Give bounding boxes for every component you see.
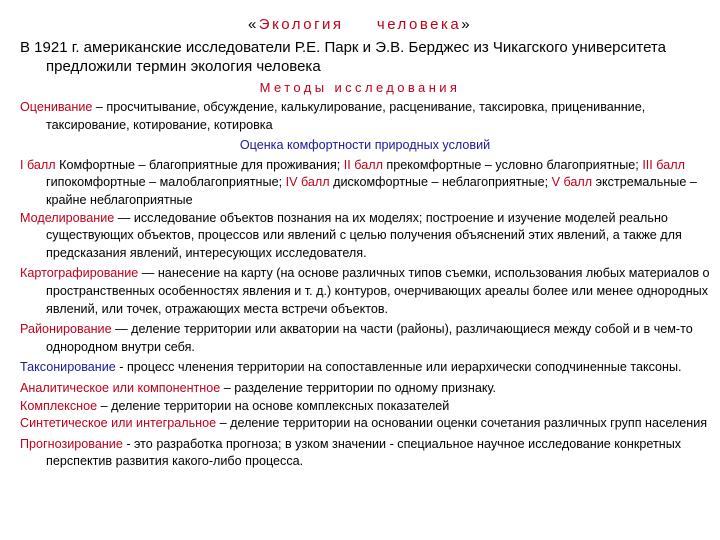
complex-term: Комплексное — [20, 398, 98, 413]
title-word-human: человека — [376, 16, 462, 33]
taxonomy-paragraph — [20, 359, 710, 377]
taxonomy-text: - процесс членения территории на сопоставленные или иерархически соподчиненные таксоны. — [115, 360, 682, 375]
evaluation-paragraph — [20, 99, 710, 134]
mapping-paragraph — [20, 265, 710, 318]
analytical-text: – разделение территории по одному признаку. — [220, 380, 497, 395]
taxonomy-term: Таксонирование — [20, 360, 116, 375]
zoning-paragraph — [20, 321, 710, 356]
zoning-term: Районирование — [20, 322, 112, 337]
mapping-term: Картографирование — [20, 266, 139, 281]
evaluation-term: Оценивание — [20, 100, 93, 114]
title-open-quote: « — [247, 16, 259, 33]
comfort-score-5: V балл — [551, 175, 593, 190]
forecasting-term: Прогнозирование — [20, 436, 123, 451]
methods-heading: Методы исследования — [259, 80, 461, 95]
synthetic-term: Синтетическое или интегральное — [20, 416, 217, 431]
modeling-paragraph — [20, 210, 710, 263]
complex-paragraph — [20, 398, 710, 416]
slide-title — [0, 16, 720, 33]
evaluation-text: – просчитывание, обсуждение, калькулирование, расценивание, таксировка, прицениванние, таксирование, котирование, котировка — [46, 100, 646, 132]
comfort-score-1: I балл — [20, 157, 56, 172]
comfort-paragraph — [20, 157, 710, 210]
comfort-text-3: гипокомфортные – малоблагоприятные; — [46, 175, 286, 190]
zoning-text: — деление территории или акватории на части (районы), различающиеся между собой и в чем-то однородном внутри себя. — [46, 322, 693, 354]
methods-body — [20, 99, 710, 471]
comfort-heading: Оценка комфортности природных условий — [239, 138, 491, 153]
analytical-paragraph — [20, 380, 710, 398]
mapping-text: — нанесение на карту (на основе различных типов съемки, использования любых материалов о пространственных особенностях явления и т. д.) контуров, очерчивающих ареалы более или менее однородных явлений, или точек, отражающих места встречи объектов. — [46, 266, 710, 316]
complex-text: – деление территории на основе комплексных показателей — [97, 398, 450, 413]
modeling-text: — исследование объектов познания на их моделях; построение и изучение моделей реально существующих объектов, процессов или явлений с целью получения объяснений этих явлений, а также для предсказания явлений, интересующих исследователя. — [46, 210, 682, 260]
synthetic-text: – деление территории на основании оценки сочетания различных групп населения — [216, 416, 708, 431]
analytical-term: Аналитическое или компонентное — [20, 380, 221, 395]
intro-paragraph: В 1921 г. американские исследователи Р.Е. Парк и Э.В. Берджес из Чикагского университета предложили термин экология человека — [20, 39, 666, 75]
title-word-ecology: Экология — [258, 16, 344, 33]
comfort-score-3: III балл — [642, 157, 685, 172]
comfort-text-1: Комфортные – благоприятные для проживания; — [55, 157, 344, 172]
forecasting-paragraph — [20, 436, 710, 471]
comfort-text-4: дискомфортные – неблагоприятные; — [329, 175, 552, 190]
modeling-term: Моделирование — [20, 210, 115, 225]
comfort-score-2: II балл — [343, 157, 383, 172]
synthetic-paragraph — [20, 415, 710, 433]
title-close-quote: » — [461, 16, 473, 33]
comfort-text-5: экстремальные – крайне неблагоприятные — [46, 175, 697, 207]
comfort-text-2: прекомфортные – условно благоприятные; — [382, 157, 643, 172]
forecasting-text: - это разработка прогноза; в узком значении - специальное научное исследование конкретных перспектив развития какого-либо процесса. — [46, 436, 682, 469]
comfort-score-4: IV балл — [285, 175, 330, 190]
